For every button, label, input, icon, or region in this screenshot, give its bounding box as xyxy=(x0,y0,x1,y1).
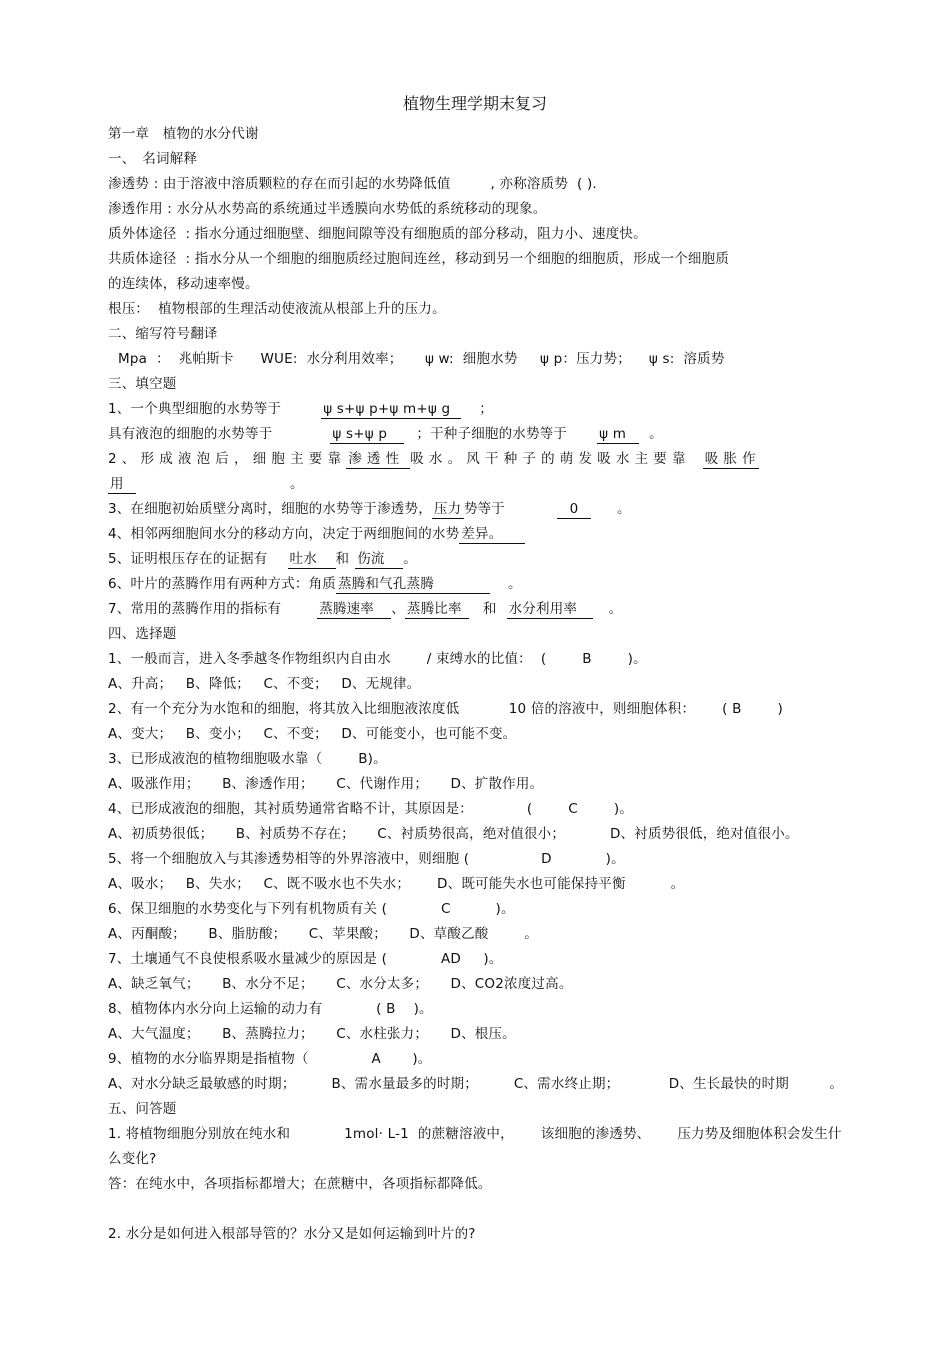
answer-blank: 差异。 xyxy=(459,525,525,544)
term-root-pressure: 根压： 植物根部的生理活动使液流从根部上升的压力。 xyxy=(108,301,446,317)
question-text: 3、在细胞初始质壁分离时，细胞的水势等于渗透势， xyxy=(108,501,432,517)
section-heading-abbr: 二、缩写符号翻译 xyxy=(108,326,218,342)
question-text: 具有液泡的细胞的水势等于 xyxy=(108,426,273,442)
fill-q3 xyxy=(108,499,631,519)
page-title: 植物生理学期末复习 xyxy=(402,94,547,113)
qa-q1: 1. 将植物细胞分别放在纯水和 1mol· L-1 的蔗糖溶液中， 该细胞的渗透势、 压力势及细胞体积会发生什 xyxy=(108,1126,842,1142)
answer-blank: 吐水 xyxy=(288,550,336,569)
choice-q7-options: A、缺乏氧气； B、水分不足； C、水分太多； D、CO2浓度过高。 xyxy=(108,976,573,992)
question-text: 4、相邻两细胞间水分的移动方向，决定于两细胞间的水势 xyxy=(108,526,460,542)
term-symplast: 共质体途径 : 指水分从一个细胞的细胞质经过胞间连丝，移动到另一个细胞的细胞质，形成一个细胞质 xyxy=(108,251,730,267)
section-heading-choice: 四、选择题 xyxy=(108,626,177,642)
choice-q5-options: A、吸水； B、失水； C、既不吸水也不失水； D、既可能失水也可能保持平衡 。 xyxy=(108,876,685,892)
underlined-text: 压力 xyxy=(432,500,464,519)
qa-a1: 答：在纯水中，各项指标都增大；在蔗糖中，各项指标都降低。 xyxy=(108,1176,492,1192)
question-text: 6、叶片的蒸腾作用有两种方式：角质 xyxy=(108,576,336,592)
answer-blank: ψ s+ψ p xyxy=(330,425,404,444)
qa-q1-cont: 么变化? xyxy=(108,1151,157,1167)
fill-q1a xyxy=(108,399,493,419)
question-text: 5、证明根压存在的证据有 xyxy=(108,551,268,567)
answer-blank: 水分利用率 xyxy=(507,600,593,619)
choice-q5: 5、将一个细胞放入与其渗透势相等的外界溶液中，则细胞 ( D )。 xyxy=(108,851,625,867)
choice-q3: 3、已形成液泡的植物细胞吸水靠（ B)。 xyxy=(108,751,387,767)
answer-blank: 蒸腾比率 xyxy=(405,600,469,619)
chapter-heading: 第一章 植物的水分代谢 xyxy=(108,126,259,142)
choice-q6: 6、保卫细胞的水势变化与下列有机物质有关 ( C )。 xyxy=(108,901,515,917)
answer-blank: 蒸腾速率 xyxy=(317,600,391,619)
punct: 。 xyxy=(649,426,663,442)
answer-blank: ψ s+ψ p+ψ m+ψ g xyxy=(321,400,461,419)
answer-blank: ψ m xyxy=(597,425,639,444)
term-osmosis: 渗透作用 : 水分从水势高的系统通过半透膜向水势低的系统移动的现象。 xyxy=(108,201,547,217)
choice-q4: 4、已形成液泡的细胞，其衬质势通常省略不计，其原因是： ( C )。 xyxy=(108,801,634,817)
punct: 。 xyxy=(508,576,522,592)
term-osmotic-potential xyxy=(108,174,597,194)
term-text: 渗透势 : 由于溶液中溶质颗粒的存在而引起的水势降低值 xyxy=(108,176,451,192)
fill-q5 xyxy=(108,549,417,569)
choice-q8-options: A、大气温度； B、蒸腾拉力； C、水柱张力； D、根压。 xyxy=(108,1026,516,1042)
qa-q2: 2. 水分是如何进入根部导管的？水分又是如何运输到叶片的? xyxy=(108,1226,476,1242)
choice-q1: 1、一般而言，进入冬季越冬作物组织内自由水 / 束缚水的比值： ( B )。 xyxy=(108,651,647,667)
answer-blank: 吸胀作 xyxy=(704,451,761,467)
question-text: 2、形成液泡后，细胞主要靠 xyxy=(108,451,347,467)
fill-q2a xyxy=(108,449,759,469)
punct: 。 xyxy=(403,551,417,567)
term-text: , 亦称溶质势 ( ). xyxy=(490,176,597,192)
question-text: 和 xyxy=(335,551,350,567)
fill-q1b xyxy=(108,424,663,444)
answer-blank: 0 xyxy=(557,500,591,519)
punct: 、 xyxy=(391,601,405,617)
question-text: 和 xyxy=(482,601,497,617)
fill-q2b xyxy=(108,474,304,494)
fill-q4 xyxy=(108,524,525,544)
choice-q8: 8、植物体内水分向上运输的动力有 ( B )。 xyxy=(108,1001,433,1017)
punct: 。 xyxy=(617,501,631,517)
question-text: 1、一个典型细胞的水势等于 xyxy=(108,401,282,417)
question-text: 吸水。风干种子的萌发吸水主要靠 xyxy=(410,451,691,467)
answer-blank: 伤流 xyxy=(355,550,403,569)
section-heading-terms: 一、 名词解释 xyxy=(108,151,198,167)
question-text: 7、常用的蒸腾作用的指标有 xyxy=(108,601,282,617)
term-symplast-cont: 的连续体，移动速率慢。 xyxy=(108,276,259,292)
section-heading-qa: 五、问答题 xyxy=(108,1101,177,1117)
choice-q4-options: A、初质势很低； B、衬质势不存在； C、衬质势很高，绝对值很小； D、衬质势很低，绝对值很小。 xyxy=(108,826,799,842)
section-heading-fill: 三、填空题 xyxy=(108,376,177,392)
choice-q2: 2、有一个充分为水饱和的细胞，将其放入比细胞液浓度低 10 倍的溶液中，则细胞体积： ( B ) xyxy=(108,701,783,717)
choice-q6-options: A、丙酮酸； B、脂肪酸； C、苹果酸； D、草酸乙酸 。 xyxy=(108,926,539,942)
punct: 。 xyxy=(290,476,304,492)
answer-blank: 蒸腾和气孔蒸腾 xyxy=(336,575,490,594)
abbr-line: Mpa ： 兆帕斯卡 WUE: 水分利用效率； ψ w: 细胞水势 ψ p：压力势； ψ s: 溶质势 xyxy=(118,351,725,367)
choice-q9-options: A、对水分缺乏最敏感的时期； B、需水量最多的时期； C、需水终止期； D、生长最快的时期 。 xyxy=(108,1076,844,1092)
answer-blank: 用 xyxy=(108,475,136,494)
term-apoplast: 质外体途径 : 指水分通过细胞壁、细胞间隙等没有细胞质的部分移动，阻力小、速度快。 xyxy=(108,226,647,242)
choice-q2-options: A、变大； B、变小； C、不变； D、可能变小，也可能不变。 xyxy=(108,726,517,742)
answer-blank: 渗透性 xyxy=(346,450,410,469)
punct: ； xyxy=(479,401,493,417)
question-text: 势等于 xyxy=(463,501,505,517)
choice-q1-options: A、升高； B、降低； C、不变； D、无规律。 xyxy=(108,676,421,692)
fill-q6 xyxy=(108,574,522,594)
fill-q7 xyxy=(108,599,622,619)
choice-q3-options: A、吸涨作用； B、渗透作用； C、代谢作用； D、扩散作用。 xyxy=(108,776,544,792)
choice-q7: 7、土壤通气不良使根系吸水量减少的原因是 ( AD )。 xyxy=(108,951,503,967)
choice-q9: 9、植物的水分临界期是指植物（ A )。 xyxy=(108,1051,432,1067)
question-text: ；干种子细胞的水势等于 xyxy=(416,426,568,442)
punct: 。 xyxy=(608,601,623,617)
